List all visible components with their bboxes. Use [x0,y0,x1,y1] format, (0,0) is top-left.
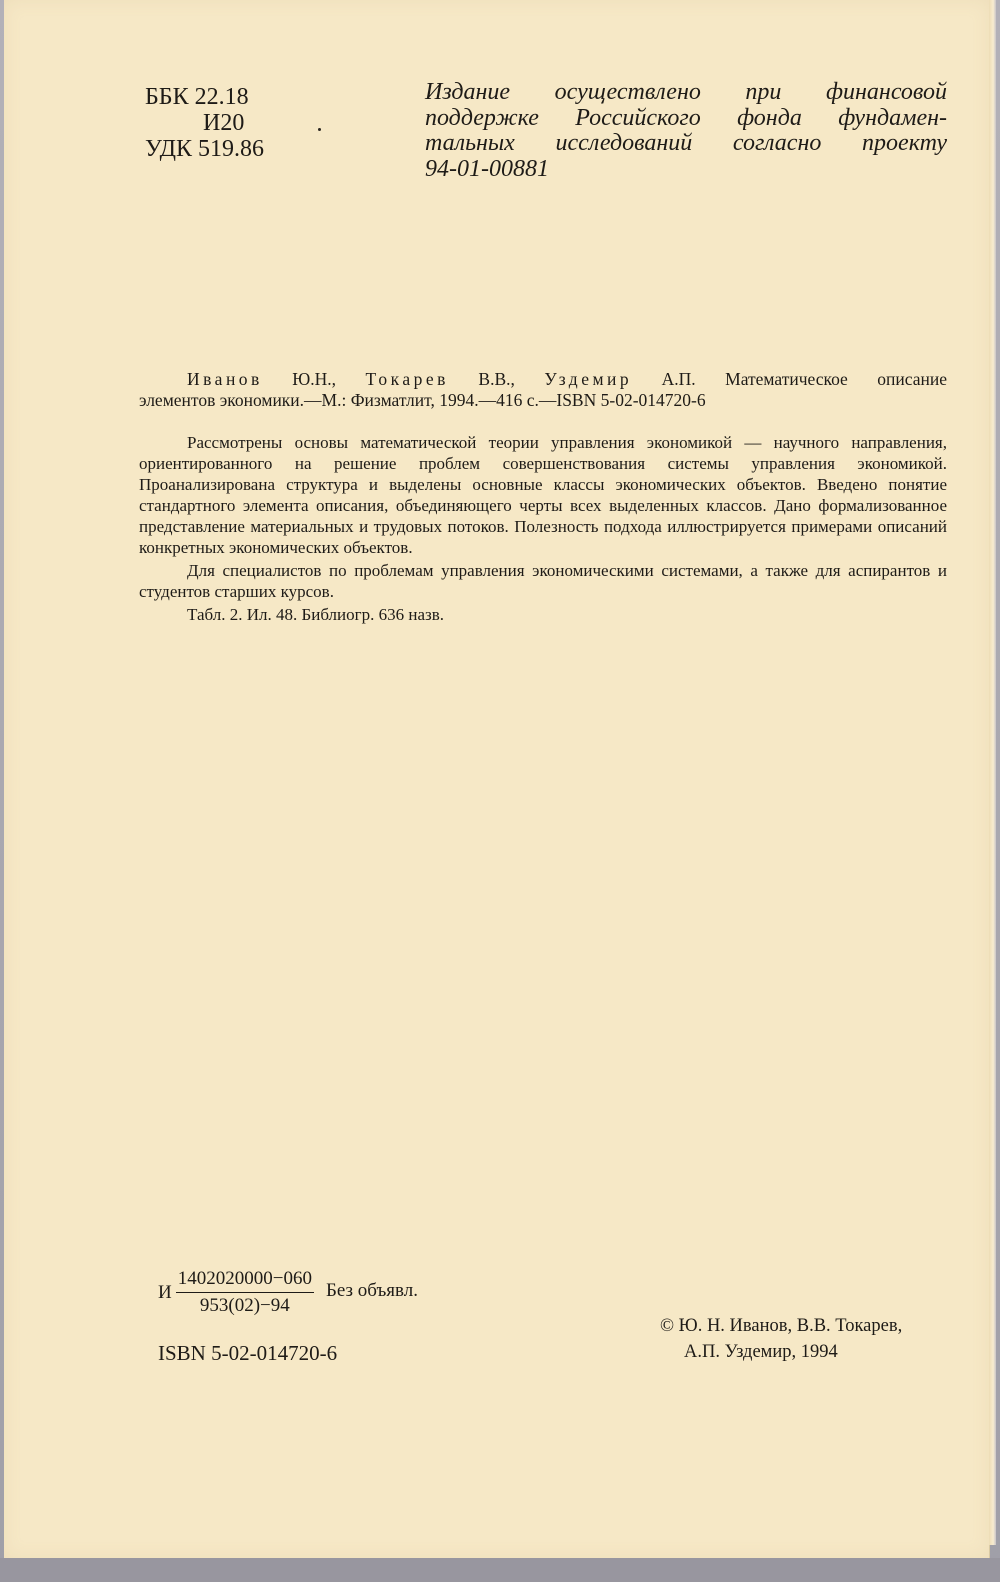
references-count: Табл. 2. Ил. 48. Библиогр. 636 назв. [187,605,445,624]
imprint-letter: И [158,1281,172,1303]
grant-note [425,80,947,182]
imprint-note: Без объявл. [325,1279,418,1301]
author-surname: Уздемир [544,369,633,389]
grant-line: тальных исследований согласно проекту [425,130,947,156]
isbn: ISBN 5-02-014720-6 [158,1341,338,1365]
page-edge [989,0,996,1545]
udk-code: УДК 519.86 [145,136,264,162]
bibliographic-entry [139,369,947,411]
grant-line: поддержке Российского фонда фундамен- [425,104,947,131]
classification-block [145,84,264,162]
imprint-numerator: 1402020000−060 [176,1268,314,1293]
abstract-paragraph: Рассмотрены основы математической теории управления экономикой — научного направления, ориентированного на решение проблем совершенствования системы управления экономикой. Проанализирована структура и выделены основные классы экономических объектов. Введено понятие стандартного элемента описания, объединяющего черты всех выделенных классов. Дано формализованное представление материальных и трудовых потоков. Полезность подхода иллюстрируется примерами описаний конкретных экономических объектов. [139,433,947,557]
copyright-line: © Ю. Н. Иванов, В.В. Токарев, [660,1316,903,1336]
scan-bottom-strip [0,1558,1000,1582]
copyright [660,1313,902,1365]
author-initials: А.П. [661,369,696,389]
author-surname: Токарев [365,369,449,389]
book-title: Математическое описание [725,369,948,389]
biblio-line-1 [139,369,947,390]
author-initials: В.В., [478,369,515,389]
imprint-fraction [176,1268,314,1317]
imprint-denominator: 953(02)−94 [199,1295,290,1316]
grant-project-number: 94-01-00881 [425,155,549,182]
imprint-code [158,1268,418,1317]
grant-line: Издание осуществлено при финансовой [425,79,947,105]
author-initials: Ю.Н., [292,369,337,389]
print-dot [318,128,321,131]
biblio-line-2: элементов экономики.—М.: Физматлит, 1994.—416 с.—ISBN 5-02-014720-6 [139,390,706,410]
bbk-code: ББК 22.18 [145,84,249,110]
catalog-code: И20 [203,110,245,136]
copyright-line: А.П. Уздемир, 1994 [684,1342,838,1362]
audience-paragraph: Для специалистов по проблемам управления экономическими системами, а также для аспирантов и студентов старших курсов. [139,561,947,601]
abstract [139,432,947,625]
author-surname: Иванов [187,369,263,389]
